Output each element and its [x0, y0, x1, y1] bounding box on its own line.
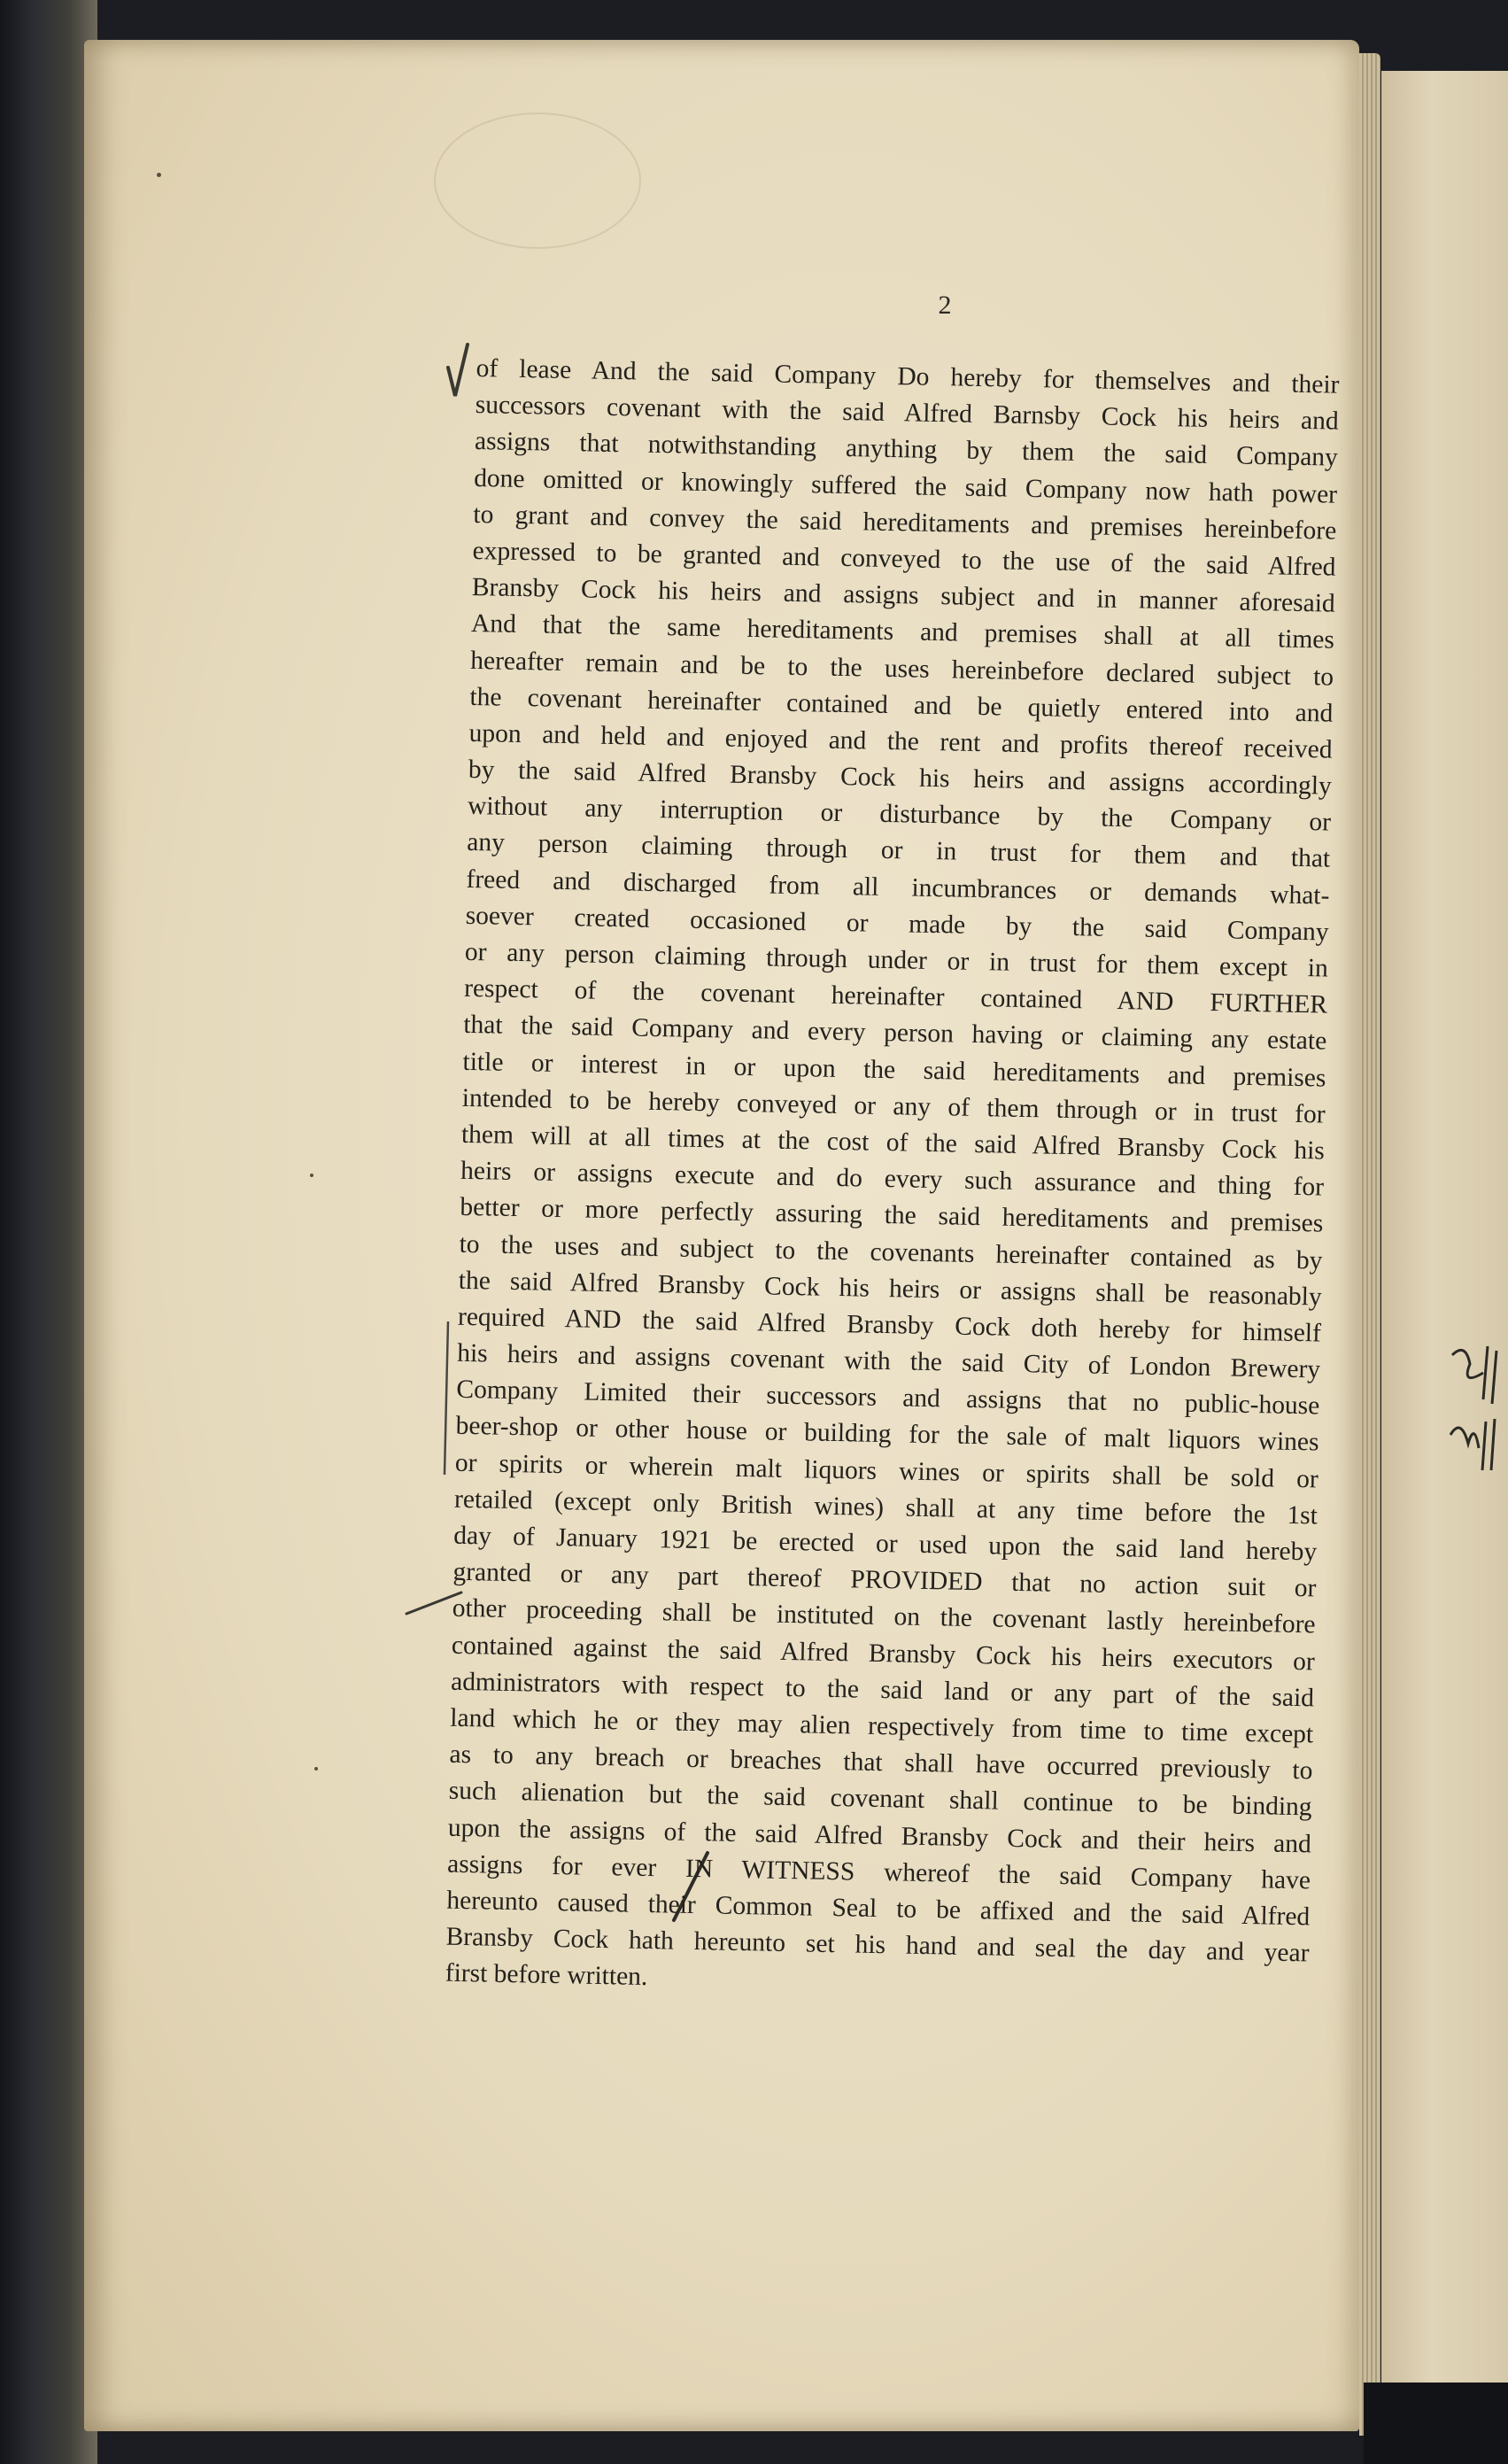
text-line: other proceeding shall be instituted on the covenant lastly hereinbefore: [452, 1594, 1316, 1639]
text-line: any person claiming through or in trust for them and that: [467, 828, 1331, 874]
text-line: Bransby Cock his heirs and assigns subject and in manner aforesaid: [471, 573, 1335, 618]
pencil-margin-line-icon: [439, 1320, 457, 1479]
text-line: the covenant hereinafter contained and be quietly entered into and: [469, 682, 1334, 728]
text-line: successors covenant with the said Alfred Barnsby Cock his heirs and: [475, 391, 1339, 436]
page-number: 2: [938, 291, 952, 320]
text-line: beer-shop or other house or building for the sale of malt liquors wines: [455, 1412, 1319, 1457]
text-line: Company Limited their successors and assigns that no public-house: [456, 1375, 1320, 1421]
text-line: Bransby Cock hath hereunto set his hand and seal the day and year: [445, 1922, 1310, 1968]
book-binding: [0, 0, 97, 2464]
text-line: hereunto caused their Common Seal to be affixed and the said Alfred: [446, 1886, 1311, 1932]
text-line: contained against the said Alfred Bransby Cock his heirs executors or: [451, 1631, 1316, 1677]
page-edges: [1359, 53, 1380, 2436]
text-line: granted or any part thereof PROVIDED that no action suit or: [452, 1557, 1317, 1603]
text-line: assigns that notwithstanding anything by them the said Company: [474, 427, 1339, 473]
text-line: such alienation but the said covenant shall continue to be binding: [448, 1777, 1312, 1822]
text-line: retailed (except only British wines) shall at any time before the 1st: [453, 1484, 1319, 1530]
pencil-tick-icon: [443, 341, 473, 403]
text-line: day of January 1921 be erected or used upon the said land hereby: [453, 1521, 1318, 1567]
text-line: title or interest in or upon the said hereditaments and premises: [462, 1047, 1326, 1093]
text-line: done omitted or knowingly suffered the said Company now hath power: [473, 463, 1338, 509]
paper-speck: [310, 1174, 313, 1177]
paper-speck: [314, 1767, 318, 1771]
text-line: or spirits or wherein malt liquors wines or spirits shall be sold or: [454, 1448, 1319, 1494]
text-line: upon and held and enjoyed and the rent and profits thereof received: [468, 718, 1333, 764]
paper-speck: [157, 173, 161, 177]
text-line: better or more perfectly assuring the said hereditaments and premises: [460, 1193, 1324, 1238]
text-line: And that the same hereditaments and premises shall at all times: [470, 609, 1335, 655]
text-line: hereafter remain and be to the uses hereinbefore declared subject to: [469, 646, 1334, 692]
text-line: them will at all times at the cost of the said Alfred Bransby Cock his: [460, 1120, 1326, 1166]
text-line: first before written.: [445, 1958, 648, 1992]
deed-body-text: [445, 351, 1339, 2009]
text-line: by the said Alfred Bransby Cock his heirs and assigns accordingly: [468, 755, 1333, 801]
text-line: land which he or they may alien respectively from time to time except: [450, 1703, 1314, 1749]
text-line: his heirs and assigns covenant with the said City of London Brewery: [456, 1338, 1321, 1384]
text-line: expressed to be granted and conveyed to the use of the said Alfred: [472, 536, 1336, 582]
text-line: heirs or assigns execute and do every such assurance and thing for: [460, 1156, 1325, 1202]
text-line: freed and discharged from all incumbrances or demands what-: [466, 864, 1330, 910]
book-shadow: [1364, 2383, 1508, 2464]
text-line: the said Alfred Bransby Cock his heirs or assigns shall be reasonably: [458, 1266, 1322, 1312]
text-line: or any person claiming through under or in trust for them except in: [464, 937, 1329, 983]
text-line: soever created occasioned or made by the said Company: [465, 901, 1329, 947]
text-line: to grant and convey the said hereditaments and premises hereinbefore: [473, 500, 1337, 546]
adjacent-page-handwriting: [1443, 1337, 1505, 1479]
text-line: required AND the said Alfred Bransby Cock doth hereby for himself: [457, 1302, 1322, 1348]
text-line: as to any breach or breaches that shall have occurred previously to: [449, 1740, 1313, 1786]
faint-stamp-impression: [434, 112, 641, 249]
adjacent-page: [1381, 71, 1508, 2409]
text-line: without any interruption or disturbance by the Company or: [467, 792, 1332, 837]
text-line: that the said Company and every person having or claiming any estate: [463, 1011, 1327, 1056]
text-line: administrators with respect to the said land or any part of the said: [450, 1667, 1315, 1713]
text-line: upon the assigns of the said Alfred Bransby Cock and their heirs and: [447, 1813, 1312, 1858]
text-line: intended to be hereby conveyed or any of them through or in trust for: [461, 1083, 1326, 1129]
text-line: to the uses and subject to the covenants hereinafter contained as by: [459, 1229, 1323, 1275]
text-line: of lease And the said Company Do hereby for themselves and their: [476, 353, 1340, 399]
text-line: assigns for ever IN WITNESS whereof the said Company have: [446, 1849, 1311, 1895]
text-line: respect of the covenant hereinafter contained AND FURTHER: [463, 974, 1328, 1019]
